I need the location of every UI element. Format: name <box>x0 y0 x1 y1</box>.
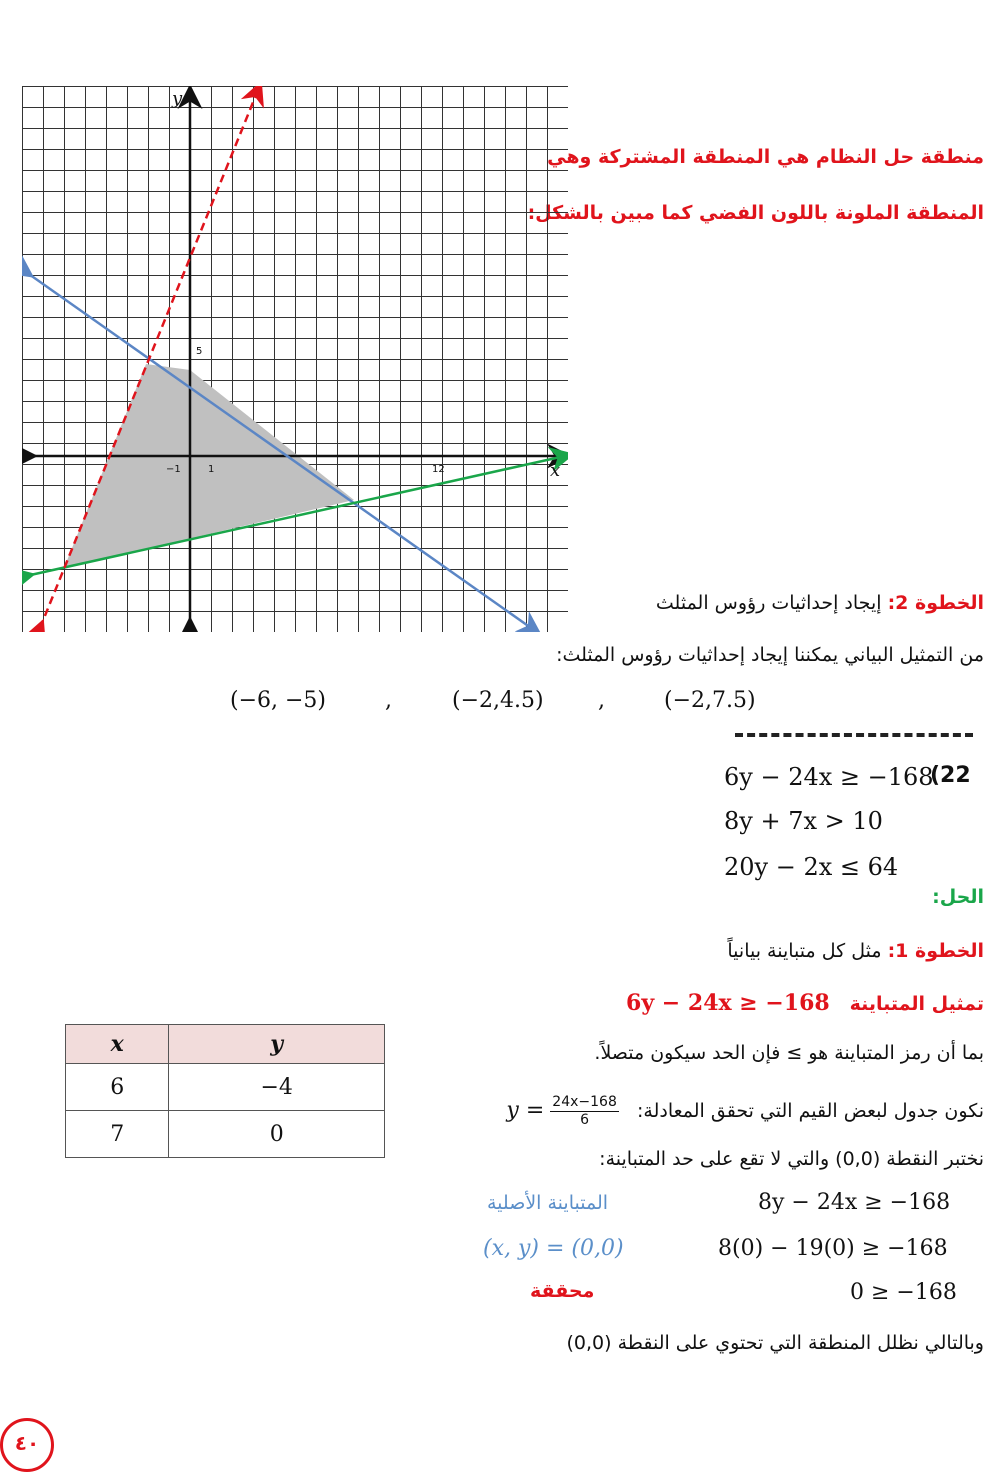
table-row <box>66 1064 385 1111</box>
problem-ineq-3: 20y − 2x ≤ 64 <box>724 853 899 881</box>
table-row <box>66 1111 385 1158</box>
table-cell: −4 <box>169 1064 385 1111</box>
vertex-3: (−2,7.5) <box>664 688 756 713</box>
step2-line <box>656 592 984 614</box>
blue-boundary-line <box>26 272 534 630</box>
table-header-x: x <box>66 1025 169 1064</box>
test-substitution: 8(0) − 19(0) ≥ −168 <box>718 1236 948 1261</box>
solution-label: الحل: <box>932 886 984 908</box>
step2-intro: من التمثيل البياني يمكننا إيجاد إحداثيات رؤوس المثلث: <box>556 644 984 666</box>
tick-label-1: 1 <box>208 464 215 475</box>
table-cell: 6 <box>66 1064 169 1111</box>
vertex-comma-1: , <box>385 688 392 713</box>
test-inequality: 8y − 24x ≥ −168 <box>758 1190 951 1215</box>
test-label-original: المتباينة الأصلية <box>487 1192 609 1214</box>
vertex-comma-2: , <box>598 688 605 713</box>
step2-text: إيجاد إحداثيات رؤوس المثلث <box>655 592 882 614</box>
solution-region-line1: منطقة حل النظام هي المنطقة المشتركة وهي <box>547 146 984 168</box>
page-number-badge: ٤٠ <box>0 1418 54 1472</box>
tick-label-5: 5 <box>196 346 203 357</box>
graph-title-text: تمثيل المتباينة <box>849 993 984 1015</box>
graph-title-ineq: 6y − 24x ≥ −168 <box>626 990 830 1016</box>
graph-inequality-title <box>626 990 984 1016</box>
conclusion-text: وبالتالي نظلل المنطقة التي تحتوي على النقطة (0,0) <box>566 1332 984 1354</box>
table-header-y: y <box>169 1025 385 1064</box>
step1-label: الخطوة 1: <box>887 940 984 962</box>
x-axis-label: x <box>550 460 561 481</box>
test-result: 0 ≥ −168 <box>850 1280 957 1305</box>
vertex-2: (−2,4.5) <box>452 688 544 713</box>
equation-fraction <box>550 1094 619 1129</box>
table-header-row <box>66 1025 385 1064</box>
equation-lhs: y = <box>506 1097 545 1123</box>
table-intro-line <box>506 1094 984 1129</box>
dashed-separator <box>735 733 973 737</box>
equation-denominator: 6 <box>580 1111 590 1128</box>
step2-label: الخطوة 2: <box>887 592 984 614</box>
solution-region-line2: المنطقة الملونة باللون الفضي كما مبين بالشكل: <box>527 202 984 224</box>
inequality-graph <box>22 86 568 632</box>
equation-numerator: 24x−168 <box>552 1094 617 1110</box>
test-label-satisfied: محققة <box>530 1280 595 1302</box>
problem-ineq-2: 8y + 7x > 10 <box>724 807 883 835</box>
test-point-text: نختبر النقطة (0,0) والتي لا تقع على حد المتباينة: <box>599 1148 984 1170</box>
tick-label-neg1: −1 <box>166 464 181 475</box>
values-table <box>65 1024 385 1158</box>
problem-number: (22 <box>930 763 971 788</box>
boundary-text: بما أن رمز المتباينة هو ≥ فإن الحد سيكون متصلاً. <box>594 1042 984 1064</box>
table-cell: 7 <box>66 1111 169 1158</box>
tick-label-12: 12 <box>432 464 445 475</box>
table-cell: 0 <box>169 1111 385 1158</box>
test-label-point: (x, y) = (0,0) <box>483 1236 624 1261</box>
equation <box>506 1094 618 1129</box>
table-intro-text: نكون جدول لبعض القيم التي تحقق المعادلة: <box>636 1099 984 1122</box>
vertex-1: (−6, −5) <box>230 688 327 713</box>
step1-text: مثل كل متباينة بيانياً <box>727 940 882 962</box>
problem-ineq-1: 6y − 24x ≥ −168 <box>724 763 934 791</box>
step1-line <box>727 940 984 962</box>
y-axis-label: y <box>172 88 183 109</box>
